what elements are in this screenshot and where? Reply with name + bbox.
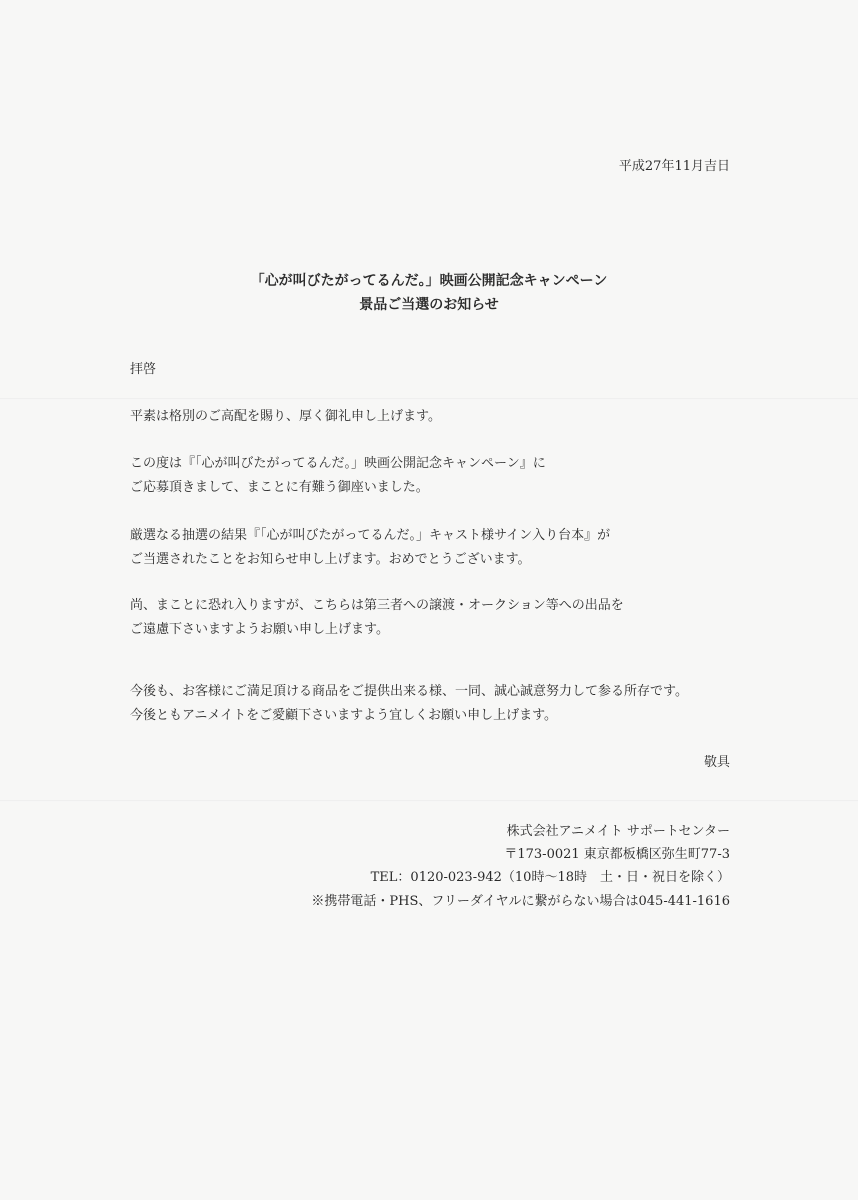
paragraph-line: 尚、まことに恐れ入りますが、こちらは第三者への譲渡・オークション等への出品を <box>130 598 624 613</box>
letter-date: 平成27年11月吉日 <box>618 159 730 174</box>
opening-salutation: 拝啓 <box>130 362 157 377</box>
closing-salutation: 敬具 <box>703 755 730 770</box>
letter-title-line1: 「心が叫びたがってるんだ。」映画公開記念キャンペーン <box>250 273 608 289</box>
fold-line-top <box>0 398 858 400</box>
paragraph-line: この度は『「心が叫びたがってるんだ。」映画公開記念キャンペーン』に <box>130 456 546 471</box>
paragraph-line: ご遠慮下さいますようお願い申し上げます。 <box>130 622 389 637</box>
sender-address: 〒173-0021 東京都板橋区弥生町77-3 <box>504 847 730 862</box>
sender-company: 株式会社アニメイト サポートセンター <box>506 824 730 839</box>
paragraph-line: ご応募頂きまして、まことに有難う御座いました。 <box>130 480 429 495</box>
paragraph-line: 厳選なる抽選の結果『「心が叫びたがってるんだ。」キャスト様サイン入り台本』が <box>130 528 611 543</box>
paragraph-line: ご当選されたことをお知らせ申し上げます。おめでとうございます。 <box>130 552 531 567</box>
fold-line-bottom <box>0 800 858 802</box>
paragraph-line: 平素は格別のご高配を賜り、厚く御礼申し上げます。 <box>130 409 441 424</box>
paragraph-line: 今後も、お客様にご満足頂ける商品をご提供出来る様、一同、誠心誠意努力して参る所存です。 <box>130 684 688 699</box>
letter-title-line2: 景品ご当選のお知らせ <box>359 297 499 313</box>
paragraph-line: 今後ともアニメイトをご愛顧下さいますよう宜しくお願い申し上げます。 <box>130 708 558 723</box>
sender-tel: TEL：0120-023-942（10時〜18時 土・日・祝日を除く） <box>370 870 730 885</box>
sender-note: ※携帯電話・PHS、フリーダイヤルに繋がらない場合は045-441-1616 <box>311 894 730 909</box>
